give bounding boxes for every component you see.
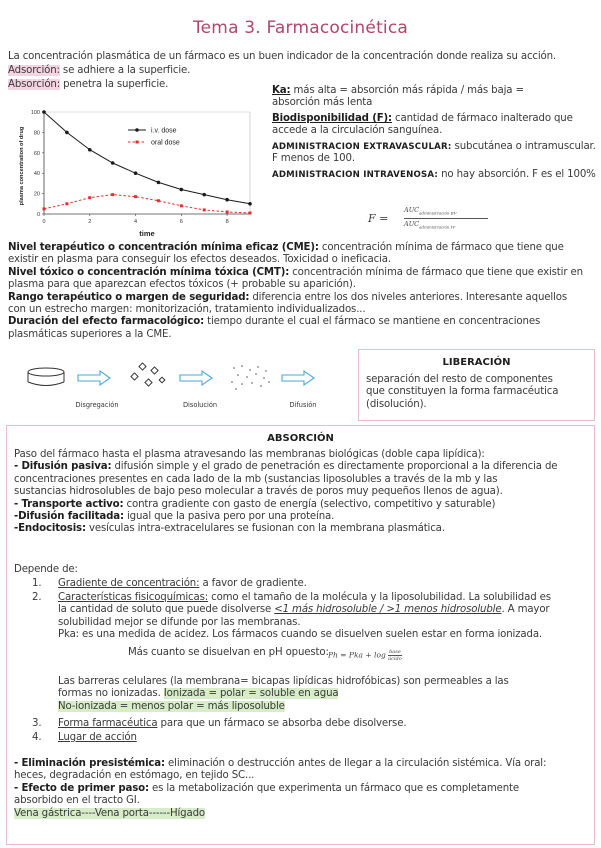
ionizada-highlight: Ionizada = polar = soluble en agua <box>163 688 339 700</box>
def-cme-term: Nivel terapéutico o concentración mínima eficaz (CME): <box>8 242 319 253</box>
extra-def-2: F menos de 100. <box>272 153 355 165</box>
presist-text-1: eliminación o destrucción antes de llegar a la circulación sistémica. Vía oral: <box>164 758 547 769</box>
endo-line <box>14 523 589 535</box>
depende-label: Depende de: <box>14 564 78 575</box>
oral-data-point <box>180 204 183 207</box>
stage-disolucion: Disolución <box>182 401 218 409</box>
def-rango-text: diferencia entre los dos niveles anteriores. Interesante aquellos <box>249 291 567 303</box>
iv-data-point <box>65 131 69 135</box>
list-item-1 <box>58 578 307 590</box>
definitions-block <box>8 242 594 341</box>
def-rango-2: con un estrecho margen: monitorización, tratamiento individualizados... <box>8 304 366 316</box>
liberacion-line-2: que constituyen la forma farmacéutica <box>366 386 559 398</box>
ph-frac-den: ácido <box>388 656 402 662</box>
activo-text: contra gradiente con gasto de energía (selectivo, competitivo y saturable) <box>123 498 496 510</box>
primer-term: - Efecto de primer paso: <box>14 782 149 794</box>
arrow-right-icon <box>282 371 314 385</box>
intro-line: La concentración plasmática de un fármaco es un buen indicador de la concentración donde realiza su acción. <box>8 51 557 62</box>
f-num-sub: administración EV <box>419 210 457 216</box>
f-formula-numerator <box>404 206 488 215</box>
x-tick-label: 0 <box>42 219 46 225</box>
absorcion-body <box>14 449 589 536</box>
absorcion-term: Absorción: <box>8 79 60 90</box>
def-duracion <box>8 316 594 328</box>
item1-term: Gradiente de concentración: <box>58 578 200 589</box>
f-formula <box>368 206 488 236</box>
iv-data-point <box>180 188 184 192</box>
presist-text-2: heces, degradación en estómago, en tejido SC... <box>14 770 255 782</box>
iv-data-point <box>202 193 206 197</box>
liberacion-text <box>366 374 591 411</box>
oral-data-point <box>203 208 206 211</box>
extra-def: subcutánea o intramuscular. <box>451 141 596 152</box>
ka-term: Ka: <box>272 85 291 96</box>
iv-data-point <box>134 171 138 175</box>
f-num-auc: AUC <box>404 206 420 214</box>
ph-fraction <box>388 649 402 662</box>
def-duracion-2: plasmáticas superiores a la CME. <box>8 328 172 340</box>
item2-line3: solubilidad mejor se difunde por las membranas. <box>58 616 301 628</box>
item3-term: Forma farmacéutica <box>58 718 158 729</box>
item2-line2a: la cantidad de soluto que puede disolverse <box>58 604 275 616</box>
ph-formula-text: Ph = Pka + log <box>328 650 386 660</box>
item4-term: Lugar de acción <box>58 732 137 743</box>
f-formula-denominator <box>404 220 488 229</box>
barreras-line-2: formas no ionizadas. <box>58 688 164 700</box>
item1-text: a favor de gradiente. <box>199 578 307 589</box>
liberacion-line-1: separación del resto de componentes <box>366 374 553 385</box>
arrow-right-icon <box>78 371 110 385</box>
oral-data-point <box>226 210 229 213</box>
intra-note <box>272 169 597 181</box>
arrow-right-icon <box>180 371 212 385</box>
oral-data-point <box>43 207 46 210</box>
def-cme <box>8 242 594 254</box>
absorcion-title: ABSORCIÓN <box>267 433 334 444</box>
facilitada-text: igual que la pasiva pero por una proteína. <box>123 511 335 523</box>
barreras-line-1: Las barreras celulares (la membrana= bicapas lipídicas hidrofóbicas) son permeables a las <box>58 676 509 687</box>
def-rango-term: Rango terapéutico o margen de seguridad: <box>8 291 250 303</box>
facilitada-term: -Difusión facilitada: <box>14 511 124 523</box>
def-cmt-2: plasma para que aparezcan efectos tóxicos (+ probable su aparición). <box>8 279 356 291</box>
oral-data-point <box>65 202 68 205</box>
list-num-3: 3. <box>32 718 42 729</box>
def-duracion-text: tiempo durante el cual el fármaco se mantiene en concentraciones <box>204 316 541 328</box>
pasiva-line-3: sustancias hidrosolubles de bajo peso molecular a través de poros muy pequeños llenos de agua). <box>14 486 503 498</box>
bio-note <box>272 113 594 138</box>
ka-def: más alta = absorción más rápida / más baja = <box>290 85 524 96</box>
series-line-oral <box>44 195 250 213</box>
legend-oral-label: oral dose <box>151 139 180 147</box>
activo-line <box>14 499 589 511</box>
iv-data-point <box>248 202 252 206</box>
absorcion-line <box>8 79 168 91</box>
item3-text: para que un fármaco se absorba debe disolverse. <box>157 718 407 729</box>
ka-def-2: absorción más lenta <box>272 97 373 109</box>
intra-term: ADMINISTRACION INTRAVENOSA: <box>272 170 439 180</box>
facilitada-line <box>14 511 589 523</box>
page-title: Tema 3. Farmacocinética <box>192 18 409 38</box>
pasiva-text-1: difusión simple y el grado de penetración es directamente proporcional a la diferencia de <box>111 461 558 473</box>
pasiva-line-1 <box>14 461 589 473</box>
absorcion-def: penetra la superficie. <box>60 79 169 90</box>
extra-term: ADMINISTRACION EXTRAVASCULAR: <box>272 142 452 152</box>
stage-disgregacion: Disgregación <box>75 401 119 409</box>
pka-line: Pka: es una medida de acidez. Los fármacos cuando se disuelven suelen estar en forma ionizada. <box>58 629 542 641</box>
oral-data-point <box>157 199 160 202</box>
activo-term: - Transporte activo: <box>14 498 124 510</box>
f-formula-lhs: F = <box>368 212 389 225</box>
adsorcion-line <box>8 65 190 77</box>
y-axis-label: plasma concentration of drug <box>19 126 25 206</box>
f-den-sub: administración IV <box>419 224 456 230</box>
def-duracion-term: Duración del efecto farmacológico: <box>8 316 205 328</box>
list-item-3 <box>58 718 406 730</box>
absorcion-intro: Paso del fármaco hasta el plasma atravesando las membranas biológicas (doble capa lipídica): <box>14 449 485 460</box>
y-tick-label: 100 <box>30 110 40 116</box>
y-tick-label: 60 <box>33 150 40 157</box>
def-cmt-text: concentración mínima de fármaco que tiene que existir en <box>289 266 583 278</box>
list-num-1: 1. <box>32 578 42 589</box>
endo-term: -Endocitosis: <box>14 523 86 535</box>
ka-note <box>272 85 594 110</box>
pasiva-term: - Difusión pasiva: <box>14 461 112 473</box>
pk-chart <box>14 100 254 240</box>
iv-data-point <box>88 148 92 152</box>
bio-def: cantidad de fármaco inalterado que <box>391 113 573 124</box>
list-item-2 <box>58 592 588 642</box>
item2-text: como el tamaño de la molécula y la liposolubilidad. La solubilidad es <box>208 592 551 603</box>
liberacion-title: LIBERACIÓN <box>442 357 511 368</box>
def-cme-2: existir en plasma para conseguir los efectos deseados. Toxicidad o ineficacia. <box>8 254 391 266</box>
endo-text: vesículas intra-extracelulares se fusionan con la membrana plasmática. <box>85 523 445 535</box>
pasiva-line-2: concentraciones presentes en cada lado de la mb (sustancias liposolubles a través de la mb y las <box>14 473 498 485</box>
iv-data-point <box>157 181 161 185</box>
bio-term: Biodisponibilidad (F): <box>272 113 392 124</box>
primer-text-2: absorbido en el tracto GI. <box>14 795 140 807</box>
list-item-4 <box>58 732 137 744</box>
x-tick-label: 6 <box>179 219 183 225</box>
x-axis-label: time <box>139 229 155 238</box>
intra-def: no hay absorción. F es el 100% <box>438 169 596 180</box>
bio-def-2: accede a la circulación sanguínea. <box>272 125 443 137</box>
y-tick-label: 40 <box>33 171 40 178</box>
iv-data-point <box>42 110 46 114</box>
primer-text-1: es la metabolización que experimenta un fármaco que es completamente <box>148 782 520 794</box>
stage-difusion: Difusión <box>289 401 317 409</box>
oral-data-point <box>249 211 252 214</box>
presist-term: - Eliminación presistémica: <box>14 758 165 769</box>
granules-icon <box>131 363 165 386</box>
oral-data-point <box>111 193 114 196</box>
legend-iv-marker <box>135 128 139 132</box>
series-line-iv <box>44 112 250 204</box>
legend-iv-label: i.v. dose <box>151 127 177 135</box>
list-num-4: 4. <box>32 732 42 743</box>
adsorcion-def: se adhiere a la superficie. <box>59 65 191 76</box>
def-cme-text: concentración mínima de fármaco que tiene que <box>318 242 564 253</box>
ph-formula <box>328 649 402 662</box>
def-cmt <box>8 267 594 279</box>
tablet-icon <box>28 368 64 386</box>
vena-highlight: Vena gástrica----Vena porta------Hígado <box>14 807 205 819</box>
y-tick-label: 0 <box>36 212 40 218</box>
presistemica-block <box>14 758 589 820</box>
liberacion-line-3: (disolución). <box>366 398 427 410</box>
barreras-block <box>58 676 588 713</box>
dissolved-particles-icon <box>231 365 270 390</box>
y-tick-label: 80 <box>33 130 40 137</box>
chart-legend <box>128 128 180 147</box>
item2-line2c: . A mayor <box>501 604 550 616</box>
f-den-auc: AUC <box>404 220 420 228</box>
iv-data-point <box>111 161 115 165</box>
f-fraction-bar <box>404 218 488 219</box>
adsorcion-term: Adsorción: <box>8 65 60 76</box>
x-tick-label: 4 <box>134 219 138 225</box>
legend-oral-marker <box>136 141 139 144</box>
extra-note <box>272 141 597 166</box>
y-tick-label: 20 <box>33 191 40 198</box>
x-tick-label: 2 <box>88 219 92 225</box>
def-rango <box>8 292 594 304</box>
pka-line-2: Más cuanto se disuelvan en pH opuesto: <box>128 647 329 658</box>
x-tick-label: 8 <box>225 219 229 225</box>
oral-data-point <box>88 196 91 199</box>
iv-data-point <box>225 198 229 202</box>
no-ionizada-highlight: No-ionizada = menos polar = más liposoluble <box>58 700 285 712</box>
list-num-2: 2. <box>32 592 42 603</box>
oral-data-point <box>134 195 137 198</box>
def-cmt-term: Nivel tóxico o concentración mínima tóxica (CMT): <box>8 266 290 278</box>
ph-frac-num: base <box>389 649 401 655</box>
item2-term: Características fisicoquímicas: <box>58 592 209 603</box>
item2-solubility-range: <1 más hidrosoluble / >1 menos hidrosoluble <box>274 604 502 616</box>
